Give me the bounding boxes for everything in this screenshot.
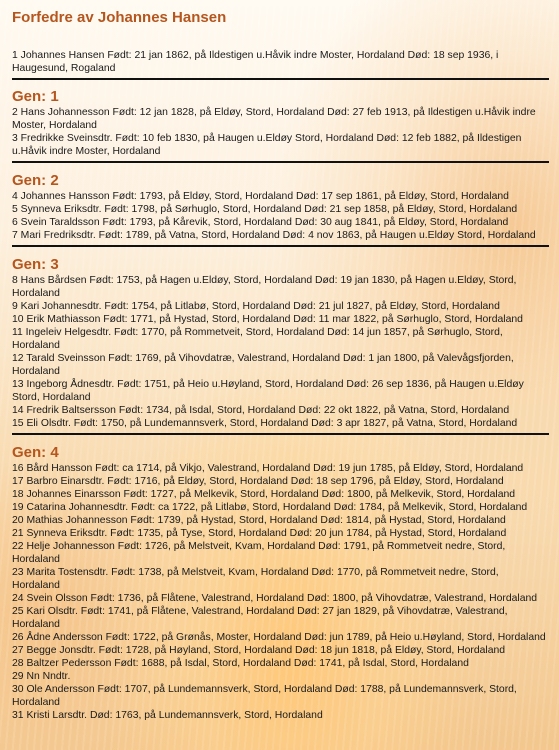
ancestor-entry: 4 Johannes Hansson Født: 1793, på Eldøy, Stord, Hordaland Død: 17 sep 1861, på Eldøy, Stord, Hordaland — [12, 191, 509, 202]
root-section — [12, 49, 549, 80]
ancestor-entry: 31 Kristi Larsdtr. Død: 1763, på Lundemannsverk, Stord, Hordaland — [12, 710, 323, 721]
ancestor-entry: 14 Fredrik Baltsersson Født: 1734, på Isdal, Stord, Hordaland Død: 22 okt 1822, på Vatna, Stord, Hordaland — [12, 405, 510, 416]
ancestor-entry: 9 Kari Johannesdtr. Født: 1754, på Litlabø, Stord, Hordaland Død: 21 jul 1827, på Eldøy, Stord, Hordaland — [12, 301, 500, 312]
ancestor-entry: 25 Kari Olsdtr. Født: 1741, på Flåtene, Valestrand, Hordaland Død: 27 jan 1829, på Vihovdatræ, Valestrand, Hordaland — [12, 606, 508, 630]
ancestor-entry: 27 Begge Jonsdtr. Født: 1728, på Høyland, Stord, Hordaland Død: 18 jun 1818, på Eldøy, Stord, Hordaland — [12, 645, 506, 656]
ancestor-entry: 13 Ingeborg Ådnesdtr. Født: 1751, på Heio u.Høyland, Stord, Hordaland Død: 26 sep 1836, på Haugen u.Eldøy Stord, Hordaland — [12, 379, 524, 403]
ancestor-entry: 8 Hans Bårdsen Født: 1753, på Hagen u.Eldøy, Stord, Hordaland Død: 19 jan 1830, på Hagen u.Eldøy, Stord, Hordaland — [12, 275, 517, 299]
ancestor-entry: 22 Helje Johannesson Født: 1726, på Melstveit, Kvam, Hordaland Død: 1791, på Rommetveit nedre, Stord, Hordaland — [12, 541, 506, 565]
ancestor-entry: 16 Bård Hansson Født: ca 1714, på Vikjo, Valestrand, Hordaland Død: 19 jun 1785, på Eldøy, Stord, Hordaland — [12, 463, 524, 474]
generation-3-section — [12, 256, 549, 435]
ancestor-entry: 20 Mathias Johannesson Født: 1739, på Hystad, Stord, Hordaland Død: 1814, på Hystad, Stord, Hordaland — [12, 515, 506, 526]
ancestor-entry: 29 Nn Nndtr. — [12, 671, 71, 682]
generation-3-heading: Gen: 3 — [12, 256, 59, 273]
ancestor-entry: 10 Erik Mathiasson Født: 1771, på Hystad, Stord, Hordaland Død: 11 mar 1822, på Sørhuglo, Stord, Hordaland — [12, 314, 523, 325]
ancestor-entry: 19 Catarina Johannesdtr. Født: ca 1722, på Litlabø, Stord, Hordaland Død: 1784, på Melkevik, Stord, Hordaland — [12, 502, 528, 513]
ancestor-entry: 15 Eli Olsdtr. Født: 1750, på Lundemannsverk, Stord, Hordaland Død: 3 apr 1827, på Vatna, Stord, Hordaland — [12, 418, 518, 429]
generation-1-heading: Gen: 1 — [12, 88, 59, 105]
ancestor-entry: 5 Synneva Eriksdtr. Født: 1798, på Sørhuglo, Stord, Hordaland Død: 21 sep 1858, på Eldøy, Stord, Hordaland — [12, 204, 518, 215]
ancestor-entry: 24 Svein Olsson Født: 1736, på Flåtene, Valestrand, Hordaland Død: 1800, på Vihovdatræ, Valestrand, Hordaland — [12, 593, 538, 604]
ancestor-entry: 3 Fredrikke Sveinsdtr. Født: 10 feb 1830, på Haugen u.Eldøy Stord, Hordaland Død: 12 feb 1882, på Ildestigen u.Håvik indre Moster, Hordaland — [12, 133, 522, 157]
root-entry: 1 Johannes Hansen Født: 21 jan 1862, på Ildestigen u.Håvik indre Moster, Hordaland Død: 18 sep 1936, i Haugesund, Rogaland — [12, 50, 499, 74]
ancestor-entry: 17 Barbro Einarsdtr. Født: 1716, på Eldøy, Stord, Hordaland Død: 18 sep 1796, på Eldøy, Stord, Hordaland — [12, 476, 504, 487]
generation-4-section — [12, 444, 549, 725]
page-title: Forfedre av Johannes Hansen — [12, 9, 227, 26]
ancestor-entry: 28 Baltzer Pedersson Født: 1688, på Isdal, Stord, Hordaland Død: 1741, på Isdal, Stord, Hordaland — [12, 658, 469, 669]
generation-2-section — [12, 172, 549, 247]
generation-2-heading: Gen: 2 — [12, 172, 59, 189]
ancestor-entry: 26 Ådne Andersson Født: 1722, på Grønås, Moster, Hordaland Død: jun 1789, på Heio u.Høyland, Stord, Hordaland — [12, 632, 546, 643]
ancestor-entry: 30 Ole Andersson Født: 1707, på Lundemannsverk, Stord, Hordaland Død: 1788, på Lundemannsverk, Stord, Hordaland — [12, 684, 517, 708]
generation-4-heading: Gen: 4 — [12, 444, 59, 461]
ancestor-entry: 7 Mari Fredriksdtr. Født: 1789, på Vatna, Stord, Hordaland Død: 4 nov 1863, på Haugen u.Eldøy Stord, Hordaland — [12, 230, 536, 241]
ancestor-entry: 11 Ingeleiv Helgesdtr. Født: 1770, på Rommetveit, Stord, Hordaland Død: 14 jun 1857, på Sørhuglo, Stord, Hordaland — [12, 327, 503, 351]
ancestor-entry: 2 Hans Johannesson Født: 12 jan 1828, på Eldøy, Stord, Hordaland Død: 27 feb 1913, på Ildestigen u.Håvik indre Moster, Hordaland — [12, 107, 536, 131]
generation-1-section — [12, 88, 549, 163]
ancestor-entry: 21 Synneva Eriksdtr. Født: 1735, på Tyse, Stord, Hordaland Død: 20 jun 1784, på Hystad, Stord, Hordaland — [12, 528, 507, 539]
ancestor-entry: 12 Tarald Sveinsson Født: 1769, på Vihovdatræ, Valestrand, Hordaland Død: 1 jan 1800, på Valevågsfjorden, Hordaland — [12, 353, 514, 377]
ancestor-entry: 6 Svein Taraldsson Født: 1793, på Kårevik, Stord, Hordaland Død: 30 aug 1841, på Eldøy, Stord, Hordaland — [12, 217, 509, 228]
ancestor-entry: 23 Marita Tostensdtr. Født: 1738, på Melstveit, Kvam, Hordaland Død: 1770, på Rommetveit nedre, Stord, Hordaland — [12, 567, 499, 591]
ancestor-entry: 18 Johannes Einarsson Født: 1727, på Melkevik, Stord, Hordaland Død: 1800, på Melkevik, Stord, Hordaland — [12, 489, 516, 500]
